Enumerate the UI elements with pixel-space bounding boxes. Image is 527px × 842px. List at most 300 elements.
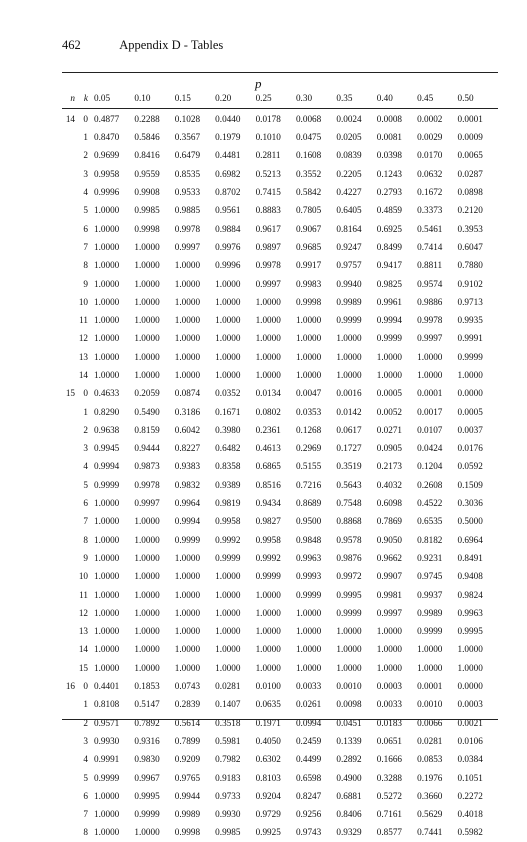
- value-cell: 0.0024: [336, 114, 362, 124]
- value-cell: 0.2205: [336, 168, 362, 179]
- value-cell: 0.0287: [457, 168, 483, 179]
- value-cell: 0.0008: [376, 114, 402, 124]
- value-cell: 0.9999: [134, 809, 160, 820]
- value-cell: 1.0000: [295, 644, 322, 655]
- value-cell: 0.9991: [457, 333, 483, 344]
- value-cell: 1.0000: [94, 644, 120, 655]
- value-cell: 1.0000: [94, 333, 120, 344]
- n-cell: [62, 512, 75, 530]
- value-cell: 1.0000: [417, 644, 443, 655]
- value-cell: 0.8108: [94, 699, 120, 710]
- k-cell: 12: [78, 607, 88, 618]
- n-cell: [62, 402, 75, 420]
- value-cell: 0.9884: [215, 223, 241, 234]
- value-cell: 0.8164: [336, 223, 362, 234]
- value-cell: 0.9994: [174, 516, 201, 527]
- value-cell: 1.0000: [376, 351, 402, 362]
- value-cell: 1.0000: [255, 315, 281, 326]
- n-cell: [62, 128, 75, 146]
- value-cell: 1.0000: [255, 662, 281, 673]
- value-cell: 0.9996: [94, 187, 120, 198]
- value-cell: 0.9571: [94, 717, 120, 728]
- table-row: [62, 695, 498, 713]
- value-cell: 0.9967: [134, 772, 160, 783]
- value-cell: 1.0000: [94, 223, 120, 234]
- k-cell: 0: [83, 114, 88, 124]
- value-cell: 1.0000: [336, 370, 362, 380]
- k-cell: 4: [83, 187, 88, 198]
- n-cell: [62, 476, 75, 494]
- n-cell: [62, 165, 75, 183]
- n-cell: [62, 732, 75, 750]
- value-cell: 0.9995: [134, 790, 160, 801]
- value-cell: 0.3552: [295, 168, 322, 179]
- value-cell: 0.0205: [336, 132, 362, 143]
- value-cell: 1.0000: [376, 662, 402, 673]
- value-cell: 0.7161: [376, 809, 402, 820]
- value-cell: 0.8499: [376, 241, 402, 252]
- n-cell: [62, 823, 75, 841]
- value-cell: 1.0000: [457, 644, 483, 655]
- table-row: [62, 366, 498, 384]
- table-row: [62, 274, 498, 292]
- value-cell: 1.0000: [457, 370, 483, 380]
- k-cell: 5: [83, 205, 88, 216]
- table-row: [62, 531, 498, 549]
- value-cell: 0.5490: [134, 406, 160, 417]
- value-cell: 0.5643: [336, 479, 362, 490]
- value-cell: 0.6881: [336, 790, 362, 801]
- value-cell: 0.9824: [457, 589, 483, 600]
- value-cell: 0.0839: [336, 150, 362, 161]
- n-cell: [62, 183, 75, 201]
- value-cell: 0.9832: [174, 479, 201, 490]
- value-cell: 0.9561: [215, 205, 241, 216]
- value-cell: 0.5000: [457, 516, 483, 527]
- value-cell: 0.9978: [255, 260, 281, 271]
- value-cell: 0.9996: [215, 260, 241, 271]
- value-cell: 1.0000: [94, 790, 120, 801]
- value-cell: 0.9699: [94, 150, 120, 161]
- value-cell: 0.2459: [295, 735, 322, 746]
- value-cell: 1.0000: [134, 644, 160, 655]
- value-cell: 1.0000: [94, 370, 120, 380]
- value-cell: 0.9995: [336, 589, 362, 600]
- value-cell: 0.9937: [417, 589, 443, 600]
- table-row: [62, 238, 498, 256]
- value-cell: 0.8416: [134, 150, 160, 161]
- value-cell: 1.0000: [174, 571, 201, 582]
- value-cell: 1.0000: [174, 552, 201, 563]
- k-cell: 3: [83, 735, 88, 746]
- value-cell: 1.0000: [255, 589, 281, 600]
- k-cell: 2: [83, 424, 88, 435]
- table-row: [62, 293, 498, 311]
- value-cell: 0.3036: [457, 498, 483, 509]
- value-cell: 0.8406: [336, 809, 362, 820]
- value-cell: 0.9733: [215, 790, 241, 801]
- value-cell: 0.9848: [295, 534, 322, 545]
- value-cell: 1.0000: [215, 571, 241, 582]
- table-row: [62, 768, 498, 786]
- value-cell: 0.0037: [457, 424, 483, 435]
- value-cell: 0.6865: [255, 461, 281, 472]
- value-cell: 0.0261: [295, 699, 322, 710]
- value-cell: 0.9533: [174, 187, 201, 198]
- value-cell: 0.9067: [295, 223, 322, 234]
- value-cell: 0.9999: [376, 333, 402, 344]
- value-cell: 0.9434: [255, 498, 281, 509]
- value-cell: 1.0000: [94, 552, 120, 563]
- value-cell: 0.9978: [417, 315, 443, 326]
- value-cell: 0.7414: [417, 241, 443, 252]
- n-cell: [62, 567, 75, 585]
- value-cell: 0.1971: [255, 717, 281, 728]
- value-cell: 0.1051: [457, 772, 483, 783]
- page-header: [62, 38, 223, 53]
- n-cell: [62, 146, 75, 164]
- k-cell: 15: [78, 662, 88, 673]
- value-cell: 0.0010: [336, 681, 362, 692]
- value-cell: 0.0017: [417, 406, 443, 417]
- value-cell: 1.0000: [174, 370, 201, 380]
- k-header: k: [83, 93, 88, 103]
- value-cell: 0.1204: [417, 461, 443, 472]
- k-cell: 11: [79, 589, 88, 600]
- value-cell: 0.9999: [255, 571, 281, 582]
- value-cell: 0.7880: [457, 260, 483, 271]
- value-cell: 0.0451: [336, 717, 362, 728]
- value-cell: 0.7892: [134, 717, 160, 728]
- value-cell: 0.1407: [215, 699, 241, 710]
- value-cell: 0.9819: [215, 498, 241, 509]
- p-header: 0.50: [457, 93, 474, 103]
- value-cell: 0.0005: [457, 406, 483, 417]
- value-cell: 1.0000: [417, 351, 443, 362]
- value-cell: 0.9997: [376, 607, 402, 618]
- value-cell: 0.8516: [255, 479, 281, 490]
- value-cell: 0.8535: [174, 168, 201, 179]
- table-row: [62, 106, 498, 128]
- value-cell: 0.2120: [457, 205, 483, 216]
- table-row: [62, 732, 498, 750]
- value-cell: 0.1608: [295, 150, 322, 161]
- value-cell: 0.2173: [376, 461, 402, 472]
- table-row: [62, 787, 498, 805]
- value-cell: 1.0000: [174, 333, 201, 344]
- value-cell: 0.9999: [336, 607, 362, 618]
- value-cell: 0.9940: [336, 278, 362, 289]
- value-cell: 0.4050: [255, 735, 281, 746]
- value-cell: 0.9444: [134, 443, 160, 454]
- value-cell: 1.0000: [134, 260, 160, 271]
- page-title: Appendix D - Tables: [119, 38, 224, 52]
- value-cell: 0.9944: [174, 790, 201, 801]
- value-cell: 0.0994: [295, 717, 322, 728]
- value-cell: 1.0000: [94, 351, 120, 362]
- value-cell: 0.4522: [417, 498, 443, 509]
- table-row: [62, 714, 498, 732]
- value-cell: 1.0000: [94, 827, 120, 838]
- n-cell: [62, 787, 75, 805]
- table-row: [62, 512, 498, 530]
- k-cell: 0: [83, 681, 88, 692]
- value-cell: 1.0000: [174, 626, 201, 637]
- k-cell: 4: [83, 461, 88, 472]
- value-cell: 0.5982: [457, 827, 483, 838]
- value-cell: 0.0183: [376, 717, 402, 728]
- value-cell: 0.9930: [215, 809, 241, 820]
- value-cell: 0.9050: [376, 534, 402, 545]
- k-cell: 0: [83, 388, 88, 399]
- value-cell: 0.9997: [134, 498, 160, 509]
- value-cell: 0.0098: [336, 699, 362, 710]
- value-cell: 0.4900: [336, 772, 362, 783]
- value-cell: 0.0000: [457, 681, 483, 692]
- value-cell: 0.9827: [255, 516, 281, 527]
- k-cell: 7: [83, 516, 88, 527]
- value-cell: 0.9231: [417, 552, 443, 563]
- n-cell: [62, 549, 75, 567]
- value-cell: 1.0000: [295, 333, 322, 344]
- value-cell: 0.0002: [417, 114, 443, 124]
- value-cell: 0.1979: [215, 132, 241, 143]
- value-cell: 1.0000: [174, 315, 201, 326]
- table-row: [62, 494, 498, 512]
- value-cell: 0.9102: [457, 278, 483, 289]
- value-cell: 0.3288: [376, 772, 402, 783]
- table-row: [62, 659, 498, 677]
- value-cell: 0.0281: [215, 681, 241, 692]
- value-cell: 0.0081: [376, 132, 402, 143]
- value-cell: 0.1268: [295, 424, 322, 435]
- value-cell: 1.0000: [134, 589, 160, 600]
- value-cell: 0.9963: [295, 552, 322, 563]
- value-cell: 0.8159: [134, 424, 160, 435]
- value-cell: 0.3373: [417, 205, 443, 216]
- k-cell: 14: [78, 644, 88, 655]
- value-cell: 0.9383: [174, 461, 201, 472]
- value-cell: 0.9638: [94, 424, 120, 435]
- value-cell: 0.3953: [457, 223, 483, 234]
- table-header-row: [62, 90, 498, 106]
- value-cell: 1.0000: [295, 315, 322, 326]
- value-cell: 0.6098: [376, 498, 402, 509]
- value-cell: 0.0271: [376, 424, 402, 435]
- value-cell: 0.0743: [174, 681, 201, 692]
- table-row: [62, 219, 498, 237]
- value-cell: 1.0000: [134, 315, 160, 326]
- value-cell: 0.9935: [457, 315, 483, 326]
- value-cell: 1.0000: [134, 296, 160, 307]
- value-cell: 1.0000: [417, 662, 443, 673]
- value-cell: 1.0000: [255, 607, 281, 618]
- value-cell: 1.0000: [134, 607, 160, 618]
- value-cell: 0.9976: [215, 241, 241, 252]
- value-cell: 0.1672: [417, 187, 443, 198]
- value-cell: 0.9958: [215, 516, 241, 527]
- value-cell: 0.9316: [134, 735, 160, 746]
- value-cell: 1.0000: [134, 351, 160, 362]
- value-cell: 1.0000: [336, 626, 362, 637]
- p-header: 0.45: [417, 93, 434, 103]
- n-cell: 16: [65, 681, 75, 692]
- value-cell: 0.5842: [295, 187, 322, 198]
- value-cell: 0.0106: [457, 735, 483, 746]
- value-cell: 1.0000: [295, 626, 322, 637]
- value-cell: 1.0000: [134, 241, 160, 252]
- value-cell: 0.0068: [295, 114, 322, 124]
- value-cell: 1.0000: [255, 644, 281, 655]
- value-cell: 1.0000: [94, 662, 120, 673]
- value-cell: 0.2793: [376, 187, 402, 198]
- value-cell: 0.8811: [417, 260, 443, 271]
- value-cell: 1.0000: [94, 260, 120, 271]
- k-cell: 8: [83, 260, 88, 271]
- value-cell: 0.9958: [94, 168, 120, 179]
- value-cell: 1.0000: [134, 516, 160, 527]
- value-cell: 0.9995: [457, 626, 483, 637]
- value-cell: 1.0000: [134, 827, 160, 838]
- value-cell: 0.3660: [417, 790, 443, 801]
- n-cell: [62, 750, 75, 768]
- value-cell: 1.0000: [134, 626, 160, 637]
- value-cell: 0.9745: [417, 571, 443, 582]
- n-cell: [62, 585, 75, 603]
- value-cell: 0.9617: [255, 223, 281, 234]
- value-cell: 0.9408: [457, 571, 483, 582]
- value-cell: 0.9964: [174, 498, 201, 509]
- value-cell: 0.9247: [336, 241, 362, 252]
- table-row: [62, 165, 498, 183]
- value-cell: 0.5846: [134, 132, 160, 143]
- value-cell: 0.9417: [376, 260, 402, 271]
- value-cell: 0.9885: [174, 205, 201, 216]
- value-cell: 0.0440: [215, 114, 241, 124]
- p-header: 0.10: [134, 93, 151, 103]
- value-cell: 0.6964: [457, 534, 483, 545]
- value-cell: 0.9743: [295, 827, 322, 838]
- n-cell: [62, 238, 75, 256]
- value-cell: 0.2892: [336, 754, 362, 765]
- value-cell: 0.0802: [255, 406, 281, 417]
- value-cell: 0.4481: [215, 150, 241, 161]
- k-cell: 10: [78, 571, 88, 582]
- value-cell: 1.0000: [134, 333, 160, 344]
- value-cell: 0.1010: [255, 132, 281, 143]
- value-cell: 1.0000: [295, 351, 322, 362]
- n-cell: [62, 531, 75, 549]
- table-row: [62, 421, 498, 439]
- value-cell: 1.0000: [94, 278, 120, 289]
- k-cell: 2: [83, 717, 88, 728]
- value-cell: 1.0000: [174, 607, 201, 618]
- k-cell: 2: [83, 150, 88, 161]
- value-cell: 1.0000: [215, 626, 241, 637]
- k-cell: 1: [83, 132, 88, 143]
- value-cell: 0.8358: [215, 461, 241, 472]
- value-cell: 1.0000: [134, 278, 160, 289]
- value-cell: 0.9978: [134, 479, 160, 490]
- value-cell: 0.5981: [215, 735, 241, 746]
- value-cell: 0.0005: [376, 388, 402, 399]
- value-cell: 1.0000: [174, 296, 201, 307]
- value-cell: 1.0000: [215, 333, 241, 344]
- p-header: 0.30: [295, 93, 313, 103]
- k-cell: 9: [83, 278, 88, 289]
- value-cell: 0.9209: [174, 754, 201, 765]
- value-cell: 1.0000: [94, 315, 120, 326]
- n-cell: [62, 805, 75, 823]
- value-cell: 0.0352: [215, 388, 241, 399]
- value-cell: 0.0047: [295, 388, 322, 399]
- k-cell: 6: [83, 223, 88, 234]
- value-cell: 0.6535: [417, 516, 443, 527]
- value-cell: 0.9183: [215, 772, 241, 783]
- value-cell: 0.2608: [417, 479, 443, 490]
- value-cell: 0.9999: [295, 589, 322, 600]
- value-cell: 0.1509: [457, 479, 483, 490]
- value-cell: 0.6042: [174, 424, 201, 435]
- value-cell: 0.9765: [174, 772, 201, 783]
- value-cell: 1.0000: [295, 607, 322, 618]
- value-cell: 1.0000: [336, 644, 362, 655]
- value-cell: 0.0065: [457, 150, 483, 161]
- value-cell: 0.0134: [255, 388, 281, 399]
- value-cell: 0.0016: [336, 388, 362, 399]
- value-cell: 0.9989: [174, 809, 201, 820]
- value-cell: 0.9830: [134, 754, 160, 765]
- k-cell: 10: [78, 296, 88, 307]
- k-cell: 12: [78, 333, 88, 344]
- value-cell: 0.9574: [417, 278, 443, 289]
- value-cell: 0.9389: [215, 479, 241, 490]
- value-cell: 0.2969: [295, 443, 322, 454]
- value-cell: 0.9578: [336, 534, 362, 545]
- table-row: [62, 439, 498, 457]
- table-row: [62, 585, 498, 603]
- value-cell: 0.8702: [215, 187, 241, 198]
- value-cell: 1.0000: [134, 552, 160, 563]
- value-cell: 1.0000: [134, 534, 160, 545]
- value-cell: 0.2059: [134, 388, 160, 399]
- value-cell: 0.8290: [94, 406, 120, 417]
- bottom-rule: [62, 719, 498, 720]
- value-cell: 1.0000: [255, 333, 281, 344]
- p-header: 0.25: [255, 93, 272, 103]
- value-cell: 0.2811: [255, 150, 281, 161]
- n-cell: [62, 768, 75, 786]
- value-cell: 1.0000: [215, 315, 241, 326]
- value-cell: 0.0281: [417, 735, 443, 746]
- value-cell: 0.5629: [417, 809, 443, 820]
- value-cell: 0.9999: [94, 479, 120, 490]
- value-cell: 0.3186: [174, 406, 201, 417]
- value-cell: 0.0384: [457, 754, 483, 765]
- k-cell: 7: [83, 809, 88, 820]
- k-cell: 9: [83, 552, 88, 563]
- n-cell: 14: [65, 114, 75, 124]
- value-cell: 1.0000: [94, 607, 120, 618]
- value-cell: 0.9997: [417, 333, 443, 344]
- value-cell: 1.0000: [255, 296, 281, 307]
- value-cell: 0.1243: [376, 168, 402, 179]
- value-cell: 0.6479: [174, 150, 201, 161]
- value-cell: 0.9958: [255, 534, 281, 545]
- value-cell: 0.9993: [295, 571, 322, 582]
- value-cell: 0.3567: [174, 132, 201, 143]
- value-cell: 0.4877: [94, 114, 120, 124]
